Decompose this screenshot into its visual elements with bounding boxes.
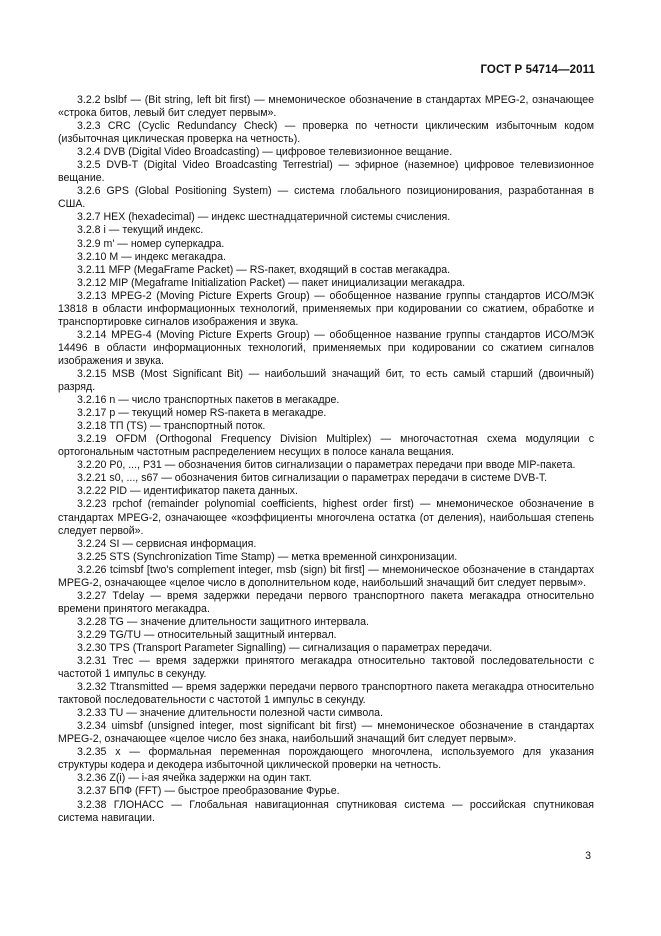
definition-entry: 3.2.19 OFDM (Orthogonal Frequency Division Multiplex) — многочастотная схема модуляции с ортогональным частотным распределением несущих в полосе канала вещания.: [58, 433, 594, 459]
definition-entry: 3.2.30 TPS (Transport Parameter Signalling) — сигнализация о параметрах передачи.: [77, 641, 493, 654]
definition-entry: 3.2.24 SI — сервисная информация.: [77, 537, 257, 550]
definition-entry: 3.2.35 x — формальная переменная порождающего многочлена, используемого для указания структуры кодера и декодера избыточной циклической проверки на четность.: [58, 746, 594, 772]
definition-entry: 3.2.7 HEX (hexadecimal) — индекс шестнадцатеричной системы счисления.: [77, 211, 451, 224]
definition-entry: 3.2.10 M — индекс мегакадра.: [77, 250, 226, 263]
definition-entry: 3.2.9 m' — номер суперкадра.: [77, 237, 225, 250]
page-number: 3: [585, 850, 591, 862]
definition-entry: 3.2.20 P0, ..., P31 — обозначения битов сигнализации о параметрах передачи при вводе MIP-пакета.: [77, 459, 576, 472]
definition-entry: 3.2.11 MFP (MegaFrame Packet) — RS-пакет, входящий в состав мегакадра.: [77, 263, 451, 276]
definition-entry: 3.2.13 MPEG-2 (Moving Picture Experts Group) — обобщенное название группы стандартов ИСО/МЭК 13818 в области информационных технологий, применяемых при кодировании со сжатием, обработке и транспортировке сигналов изображения и звука.: [58, 289, 594, 328]
definition-entry: 3.2.33 TU — значение длительности полезной части символа.: [77, 707, 383, 720]
definition-entry: 3.2.8 i — текущий индекс.: [77, 224, 204, 237]
definition-entry: 3.2.28 TG — значение длительности защитного интервала.: [77, 615, 369, 628]
definition-entry: 3.2.31 Trec — время задержки принятого мегакадра относительно тактовой последовательности с частотой 1 импульс в секунду.: [58, 655, 594, 681]
definition-entry: 3.2.36 Z(i) — i-ая ячейка задержки на один такт.: [77, 772, 312, 785]
definition-entry: 3.2.3 CRC (Cyclic Redundancy Check) — проверка по четности циклическим избыточным кодом (избыточная циклическая проверка на четность).: [58, 120, 594, 146]
definition-entry: 3.2.12 MIP (Megaframe Initialization Packet) — пакет инициализации мегакадра.: [77, 276, 466, 289]
definition-entry: 3.2.21 s0, ..., s67 — обозначения битов сигнализации о параметрах передачи в системе DVB-T.: [77, 472, 548, 485]
definition-entry: 3.2.14 MPEG-4 (Moving Picture Experts Group) — обобщенное название группы стандартов ИСО/МЭК 14496 в области информационных технологий, применяемых при кодировании со сжатием сигналов изображения и звука.: [58, 328, 594, 367]
definition-entry: 3.2.15 MSB (Most Significant Bit) — наибольший значащий бит, то есть самый старший (двоичный) разряд.: [58, 367, 594, 394]
definition-entry: 3.2.5 DVB-T (Digital Video Broadcasting Terrestrial) — эфирное (наземное) цифровое телевизионное вещание.: [58, 159, 594, 185]
definition-entry: 3.2.2 bslbf — (Bit string, left bit first) — мнемоническое обозначение в стандартах MPEG-2, означающее «строка битов, левый бит следует первым».: [58, 94, 594, 120]
definitions-list: [58, 94, 594, 825]
definition-entry: 3.2.16 n — число транспортных пакетов в мегакадре.: [77, 394, 340, 407]
definition-entry: 3.2.25 STS (Synchronization Time Stamp) — метка временной синхронизации.: [77, 550, 458, 563]
definition-entry: 3.2.27 Tdelay — время задержки передачи первого транспортного пакета мегакадра относительно времени принятого мегакадра.: [58, 589, 594, 615]
definition-entry: 3.2.22 PID — идентификатор пакета данных.: [77, 485, 298, 498]
definition-entry: 3.2.4 DVB (Digital Video Broadcasting) — цифровое телевизионное вещание.: [77, 146, 453, 159]
definition-entry: 3.2.32 Ttransmitted — время задержки передачи первого транспортного пакета мегакадра относительно тактовой последовательности с частотой 1 импульс в секунду.: [58, 681, 594, 707]
definition-entry: 3.2.26 tcimsbf [two's complement integer, msb (sign) bit first] — мнемоническое обозначение в стандартах MPEG-2, означающее «целое число в дополнительном коде, наибольший значащий бит следует первым».: [58, 563, 594, 589]
definition-entry: 3.2.37 БПФ (FFT) — быстрое преобразование Фурье.: [77, 785, 340, 798]
definition-entry: 3.2.29 TG/TU — относительный защитный интервал.: [77, 628, 337, 641]
definition-entry: 3.2.34 uimsbf (unsigned integer, most significant bit first) — мнемоническое обозначение в стандартах MPEG-2, означающее «целое число без знака, наибольший значащий бит следует первым».: [58, 720, 594, 746]
document-header: ГОСТ Р 54714—2011: [480, 64, 595, 76]
definition-entry: 3.2.17 p — текущий номер RS-пакета в мегакадре.: [77, 407, 327, 420]
definition-entry: 3.2.18 ТП (TS) — транспортный поток.: [77, 420, 266, 433]
definition-entry: 3.2.38 ГЛОНАСС — Глобальная навигационная спутниковая система — российская спутниковая система навигации.: [58, 798, 594, 824]
definition-entry: 3.2.6 GPS (Global Positioning System) — система глобального позиционирования, разработанная в США.: [58, 185, 594, 211]
definition-entry: 3.2.23 rpchof (remainder polynomial coefficients, highest order first) — мнемоническое обозначение в стандартах MPEG-2, означающее «коэффициенты многочлена остатка (от деления), наибольшая степень следует первой».: [58, 498, 594, 537]
